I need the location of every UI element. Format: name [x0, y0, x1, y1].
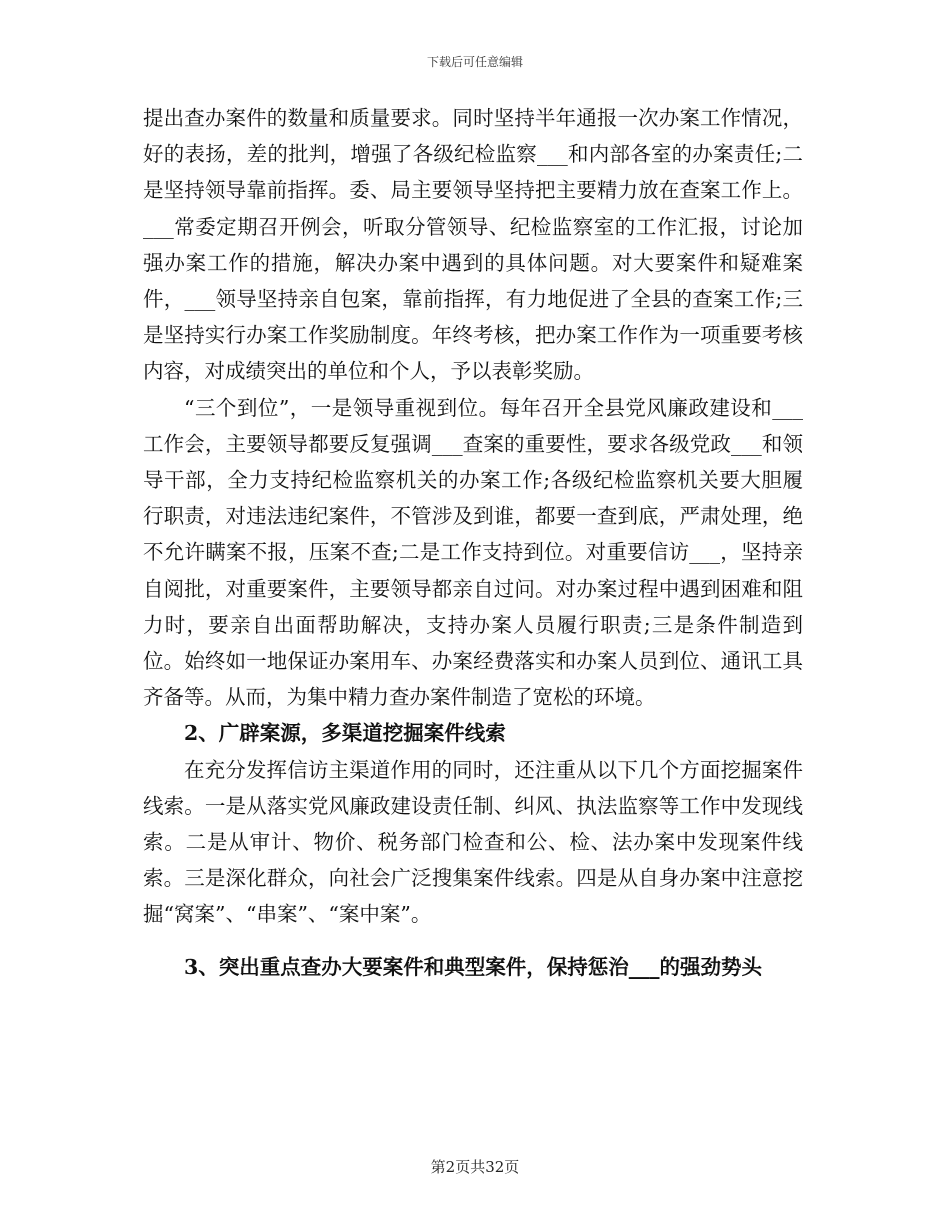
page-footer: 第2页共32页 [430, 1158, 520, 1176]
section-heading-2: 2、广辟案源，多渠道挖掘案件线索 [184, 721, 506, 746]
paragraph-3: 在充分发挥信访主渠道作用的同时，还注重从以下几个方面挖掘案件线索。一是从落实党风廉政建设责任制、纠风、执法监察等工作中发现线索。二是从审计、物价、税务部门检查和公、检、法办案中发现案件线索。三是深化群众，向社会广泛搜集案件线索。四是从自身办案中注意挖掘“窝案”、“串案”、“案中案”。 [143, 757, 803, 927]
document-body [143, 100, 803, 985]
paragraph-1: 提出查办案件的数量和质量要求。同时坚持半年通报一次办案工作情况，好的表扬，差的批判，增强了各级纪检监察___和内部各室的办案责任;二是坚持领导靠前指挥。委、局主要领导坚持把主要精力放在查案工作上。___常委定期召开例会，听取分管领导、纪检监察室的工作汇报，讨论加强办案工作的措施，解决办案中遇到的具体问题。对大要案件和疑难案件，___领导坚持亲自包案，靠前指挥，有力地促进了全县的查案工作;三是坚持实行办案工作奖励制度。年终考核，把办案工作作为一项重要考核内容，对成绩突出的单位和个人，予以表彰奖励。 [143, 106, 803, 384]
section-heading-3: 3、突出重点查办大要案件和典型案件，保持惩治___的强劲势头 [184, 954, 763, 979]
page-header: 下载后可任意编辑 [426, 55, 523, 69]
paragraph-2: “三个到位”，一是领导重视到位。每年召开全县党风廉政建设和___工作会，主要领导都要反复强调___查案的重要性，要求各级党政___和领导干部，全力支持纪检监察机关的办案工作;各级纪检监察机关要大胆履行职责，对违法违纪案件，不管涉及到谁，都要一查到底，严肃处理，绝不允许瞒案不报，压案不查;二是工作支持到位。对重要信访___，坚持亲自阅批，对重要案件，主要领导都亲自过问。对办案过程中遇到困难和阻力时，要亲自出面帮助解决，支持办案人员履行职责;三是条件制造到位。始终如一地保证办案用车、办案经费落实和办案人员到位、通讯工具齐备等。从而，为集中精力查办案件制造了宽松的环境。 [143, 395, 803, 710]
